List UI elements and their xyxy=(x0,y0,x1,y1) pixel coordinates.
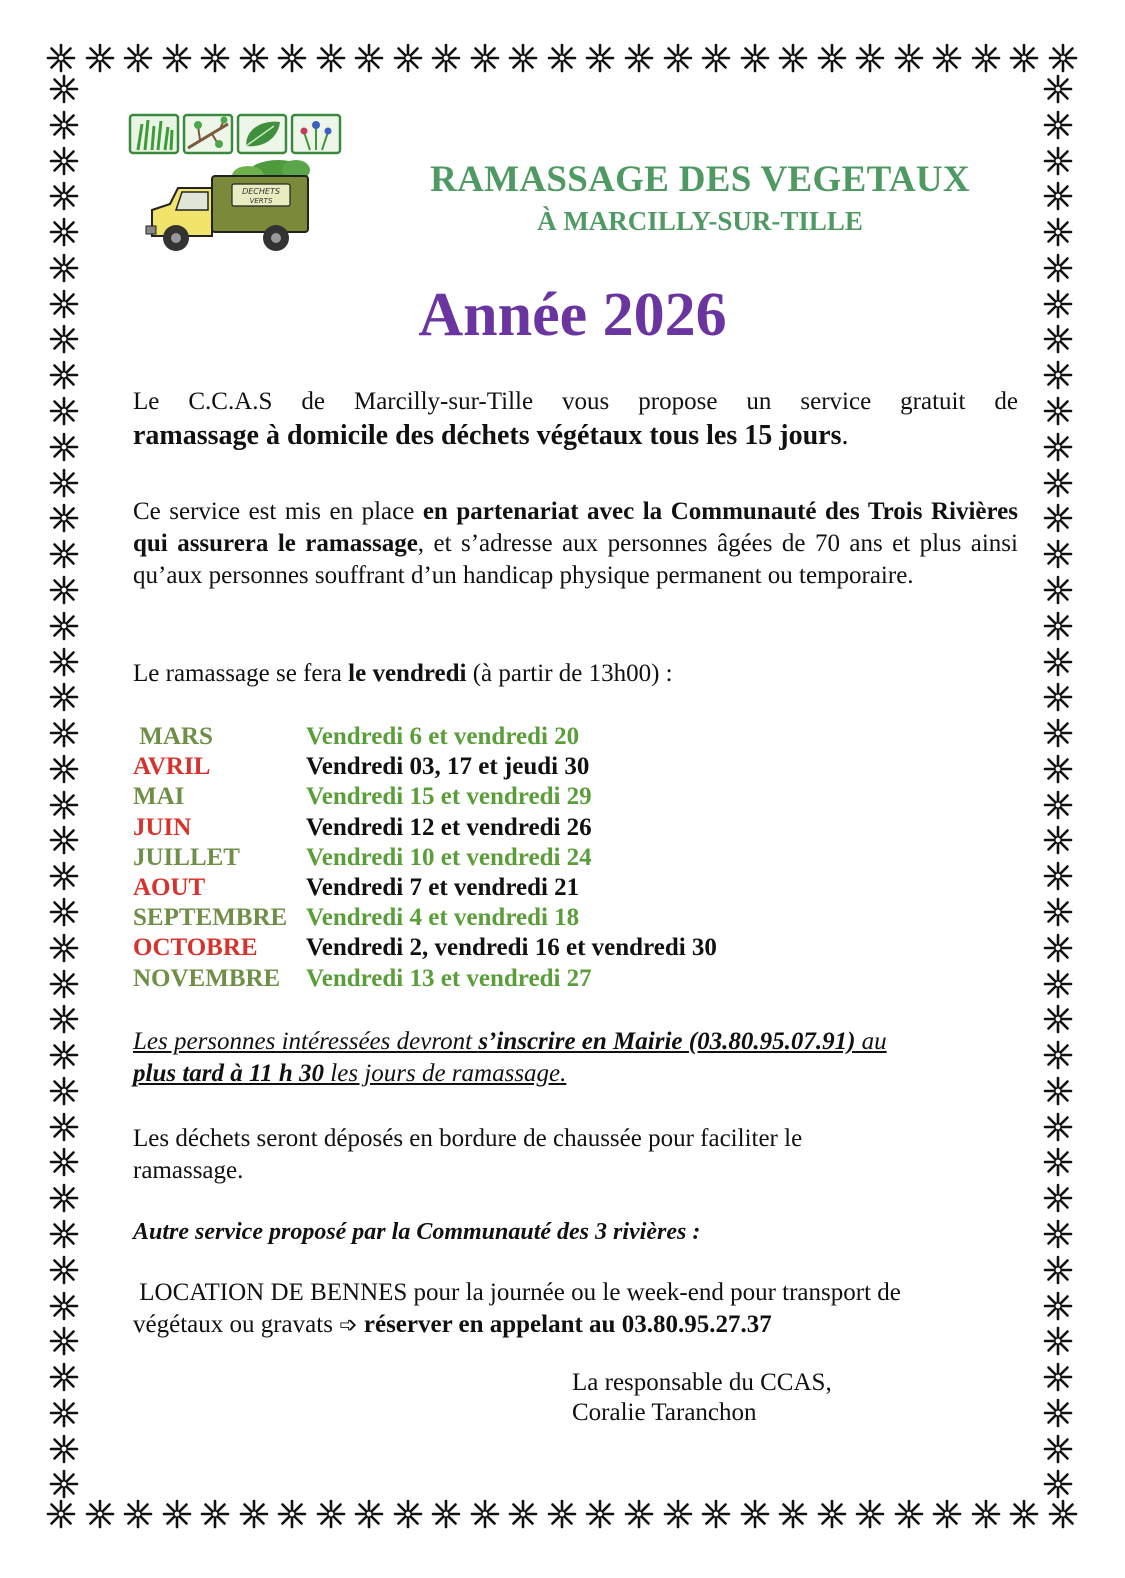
star-ornament-icon xyxy=(508,43,538,73)
star-ornament-icon xyxy=(1043,1183,1073,1213)
star-ornament-icon xyxy=(85,1499,115,1529)
star-ornament-icon xyxy=(778,43,808,73)
star-ornament-icon xyxy=(49,1469,79,1499)
star-ornament-icon xyxy=(470,43,500,73)
arrow-icon: ➩ xyxy=(339,1313,358,1338)
star-ornament-icon xyxy=(855,1499,885,1529)
star-ornament-icon xyxy=(1043,396,1073,426)
pickup-schedule xyxy=(133,722,933,994)
star-ornament-icon xyxy=(49,1219,79,1249)
star-ornament-icon xyxy=(547,43,577,73)
star-ornament-icon xyxy=(1043,933,1073,963)
star-ornament-icon xyxy=(663,1499,693,1529)
schedule-dates: Vendredi 2, vendredi 16 et vendredi 30 xyxy=(306,934,717,962)
flower-icon xyxy=(292,115,340,153)
star-ornament-icon xyxy=(49,861,79,891)
star-ornament-icon xyxy=(49,754,79,784)
star-ornament-icon xyxy=(49,933,79,963)
svg-text:DECHETS: DECHETS xyxy=(242,187,280,196)
pickup-day-paragraph: Le ramassage se fera le vendredi (à partir de 13h00) : xyxy=(133,660,673,687)
star-ornament-icon xyxy=(49,790,79,820)
star-ornament-icon xyxy=(1043,861,1073,891)
star-ornament-icon xyxy=(1043,146,1073,176)
star-ornament-icon xyxy=(49,503,79,533)
star-ornament-icon xyxy=(1043,360,1073,390)
star-ornament-icon xyxy=(393,1499,423,1529)
partnership-paragraph: Ce service est mis en place en partenariat avec la Communauté des Trois Rivières qui assurera le ramassage, et s’adresse aux personnes âgées de 70 ans et plus ainsi qu’aux personnes souffrant d’un handicap physique permanent ou temporaire. xyxy=(133,498,1018,589)
star-ornament-icon xyxy=(1043,1434,1073,1464)
schedule-month: AVRIL xyxy=(133,753,211,781)
star-ornament-icon xyxy=(49,146,79,176)
schedule-row xyxy=(133,873,933,903)
star-ornament-icon xyxy=(239,43,269,73)
star-ornament-icon xyxy=(49,1040,79,1070)
other-service-heading: Autre service proposé par la Communauté des 3 rivières : xyxy=(133,1219,701,1245)
star-ornament-icon xyxy=(1043,1398,1073,1428)
schedule-dates: Vendredi 12 et vendredi 26 xyxy=(306,813,592,841)
star-ornament-icon xyxy=(1048,43,1078,73)
schedule-dates: Vendredi 7 et vendredi 21 xyxy=(306,874,580,902)
star-ornament-icon xyxy=(49,1362,79,1392)
star-ornament-icon xyxy=(49,897,79,927)
star-ornament-icon xyxy=(49,825,79,855)
star-ornament-icon xyxy=(740,1499,770,1529)
star-ornament-icon xyxy=(817,43,847,73)
star-ornament-icon xyxy=(49,969,79,999)
page-subtitle: À MARCILLY-SUR-TILLE xyxy=(537,206,863,236)
star-ornament-icon xyxy=(585,43,615,73)
star-ornament-icon xyxy=(1043,1326,1073,1356)
star-ornament-icon xyxy=(49,1076,79,1106)
star-ornament-icon xyxy=(1043,74,1073,104)
star-ornament-icon xyxy=(740,43,770,73)
star-ornament-icon xyxy=(1043,575,1073,605)
star-ornament-icon xyxy=(49,1398,79,1428)
star-ornament-icon xyxy=(123,43,153,73)
schedule-row xyxy=(133,782,933,812)
star-ornament-icon xyxy=(1043,718,1073,748)
star-ornament-icon xyxy=(1043,217,1073,247)
star-ornament-icon xyxy=(701,1499,731,1529)
star-ornament-icon xyxy=(1009,43,1039,73)
star-ornament-icon xyxy=(49,1004,79,1034)
grass-icon xyxy=(130,115,178,153)
star-ornament-icon xyxy=(1043,468,1073,498)
schedule-month: MAI xyxy=(133,783,185,811)
schedule-row xyxy=(133,752,933,782)
schedule-dates: Vendredi 03, 17 et jeudi 30 xyxy=(306,753,590,781)
branch-icon xyxy=(184,115,232,153)
star-ornament-icon xyxy=(49,360,79,390)
star-ornament-icon xyxy=(855,43,885,73)
star-ornament-icon xyxy=(1043,897,1073,927)
schedule-dates: Vendredi 13 et vendredi 27 xyxy=(306,964,592,992)
star-ornament-icon xyxy=(547,1499,577,1529)
star-ornament-icon xyxy=(1043,503,1073,533)
star-ornament-icon xyxy=(1043,754,1073,784)
star-ornament-icon xyxy=(1043,682,1073,712)
star-ornament-icon xyxy=(49,1112,79,1142)
star-ornament-icon xyxy=(1043,969,1073,999)
star-ornament-icon xyxy=(932,43,962,73)
star-ornament-icon xyxy=(663,43,693,73)
schedule-row xyxy=(133,843,933,873)
intro-line-1: Le C.C.A.S de Marcilly-sur-Tille vous propose un service gratuit de xyxy=(133,388,1018,415)
star-ornament-icon xyxy=(1043,790,1073,820)
star-ornament-icon xyxy=(49,1255,79,1285)
star-ornament-icon xyxy=(200,1499,230,1529)
star-ornament-icon xyxy=(1043,1219,1073,1249)
star-ornament-icon xyxy=(49,253,79,283)
svg-text:VERTS: VERTS xyxy=(249,197,273,205)
star-ornament-icon xyxy=(49,396,79,426)
schedule-month: OCTOBRE xyxy=(133,934,258,962)
star-ornament-icon xyxy=(162,43,192,73)
star-ornament-icon xyxy=(1043,1004,1073,1034)
signature-role: La responsable du CCAS, xyxy=(572,1369,832,1396)
star-ornament-icon xyxy=(1048,1499,1078,1529)
star-ornament-icon xyxy=(49,539,79,569)
star-ornament-icon xyxy=(46,1499,76,1529)
star-ornament-icon xyxy=(1043,1255,1073,1285)
star-ornament-icon xyxy=(1043,611,1073,641)
star-ornament-icon xyxy=(1043,825,1073,855)
star-ornament-icon xyxy=(1043,1147,1073,1177)
star-ornament-icon xyxy=(1043,1291,1073,1321)
star-ornament-icon xyxy=(701,43,731,73)
star-ornament-icon xyxy=(49,1183,79,1213)
star-ornament-icon xyxy=(894,43,924,73)
star-ornament-icon xyxy=(162,1499,192,1529)
star-ornament-icon xyxy=(1043,253,1073,283)
star-ornament-icon xyxy=(49,468,79,498)
star-ornament-icon xyxy=(49,682,79,712)
schedule-row xyxy=(133,933,933,963)
star-ornament-icon xyxy=(354,1499,384,1529)
star-ornament-icon xyxy=(316,1499,346,1529)
truck-icon xyxy=(146,160,310,251)
schedule-month: MARS xyxy=(133,723,213,750)
star-ornament-icon xyxy=(49,181,79,211)
schedule-month: NOVEMBRE xyxy=(133,964,281,992)
year-heading: Année 2026 xyxy=(418,281,727,349)
star-ornament-icon xyxy=(277,43,307,73)
star-ornament-icon xyxy=(1043,181,1073,211)
schedule-month: SEPTEMBRE xyxy=(133,904,288,932)
intro-line-2: ramassage à domicile des déchets végétaux tous les 15 jours. xyxy=(133,420,849,451)
schedule-dates: Vendredi 15 et vendredi 29 xyxy=(306,783,592,811)
star-ornament-icon xyxy=(49,647,79,677)
star-ornament-icon xyxy=(1043,539,1073,569)
star-ornament-icon xyxy=(431,43,461,73)
star-ornament-icon xyxy=(431,1499,461,1529)
star-ornament-icon xyxy=(49,575,79,605)
green-waste-truck-logo xyxy=(128,112,348,262)
star-ornament-icon xyxy=(49,1326,79,1356)
star-ornament-icon xyxy=(1043,1076,1073,1106)
star-ornament-icon xyxy=(123,1499,153,1529)
schedule-row xyxy=(133,964,933,994)
schedule-month: JUILLET xyxy=(133,843,240,871)
schedule-dates: Vendredi 6 et vendredi 20 xyxy=(306,723,580,750)
star-ornament-icon xyxy=(894,1499,924,1529)
star-ornament-icon xyxy=(624,43,654,73)
star-ornament-icon xyxy=(778,1499,808,1529)
leaf-icon xyxy=(238,115,286,153)
schedule-dates: Vendredi 10 et vendredi 24 xyxy=(306,843,592,871)
star-ornament-icon xyxy=(1009,1499,1039,1529)
star-ornament-icon xyxy=(49,432,79,462)
star-ornament-icon xyxy=(316,43,346,73)
star-ornament-icon xyxy=(1043,110,1073,140)
schedule-month: JUIN xyxy=(133,813,192,841)
signature-name: Coralie Taranchon xyxy=(572,1399,757,1426)
star-ornament-icon xyxy=(85,43,115,73)
decorative-border-bottom xyxy=(46,1496,1078,1532)
star-ornament-icon xyxy=(932,1499,962,1529)
registration-notice: Les personnes intéressées devront s’inscrire en Mairie (03.80.95.07.91) au plus tard à 11 h 30 les jours de ramassage. xyxy=(133,1028,887,1087)
star-ornament-icon xyxy=(49,1291,79,1321)
star-ornament-icon xyxy=(508,1499,538,1529)
schedule-row xyxy=(133,813,933,843)
star-ornament-icon xyxy=(585,1499,615,1529)
star-ornament-icon xyxy=(49,74,79,104)
intro-paragraph xyxy=(133,386,1018,453)
star-ornament-icon xyxy=(817,1499,847,1529)
star-ornament-icon xyxy=(1043,1469,1073,1499)
star-ornament-icon xyxy=(49,217,79,247)
star-ornament-icon xyxy=(200,43,230,73)
star-ornament-icon xyxy=(46,43,76,73)
star-ornament-icon xyxy=(49,718,79,748)
star-ornament-icon xyxy=(1043,1362,1073,1392)
schedule-row xyxy=(133,903,933,933)
star-ornament-icon xyxy=(49,110,79,140)
star-ornament-icon xyxy=(1043,1112,1073,1142)
star-ornament-icon xyxy=(1043,647,1073,677)
schedule-row xyxy=(133,722,933,752)
schedule-month: AOUT xyxy=(133,874,206,902)
star-ornament-icon xyxy=(354,43,384,73)
star-ornament-icon xyxy=(624,1499,654,1529)
star-ornament-icon xyxy=(1043,432,1073,462)
schedule-dates: Vendredi 4 et vendredi 18 xyxy=(306,904,580,932)
deposit-paragraph: Les déchets seront déposés en bordure de chaussée pour faciliter le ramassage. xyxy=(133,1125,803,1184)
star-ornament-icon xyxy=(1043,1040,1073,1070)
bin-rental-paragraph: LOCATION DE BENNES pour la journée ou le week-end pour transport de végétaux ou gravats ➩ réserver en appelant au 03.80.95.27.37 xyxy=(133,1279,901,1338)
star-ornament-icon xyxy=(49,1434,79,1464)
page-title: RAMASSAGE DES VEGETAUX xyxy=(430,159,970,200)
star-ornament-icon xyxy=(49,1147,79,1177)
star-ornament-icon xyxy=(49,611,79,641)
star-ornament-icon xyxy=(239,1499,269,1529)
star-ornament-icon xyxy=(470,1499,500,1529)
decorative-border-top xyxy=(46,40,1078,76)
star-ornament-icon xyxy=(971,43,1001,73)
star-ornament-icon xyxy=(393,43,423,73)
star-ornament-icon xyxy=(971,1499,1001,1529)
star-ornament-icon xyxy=(277,1499,307,1529)
